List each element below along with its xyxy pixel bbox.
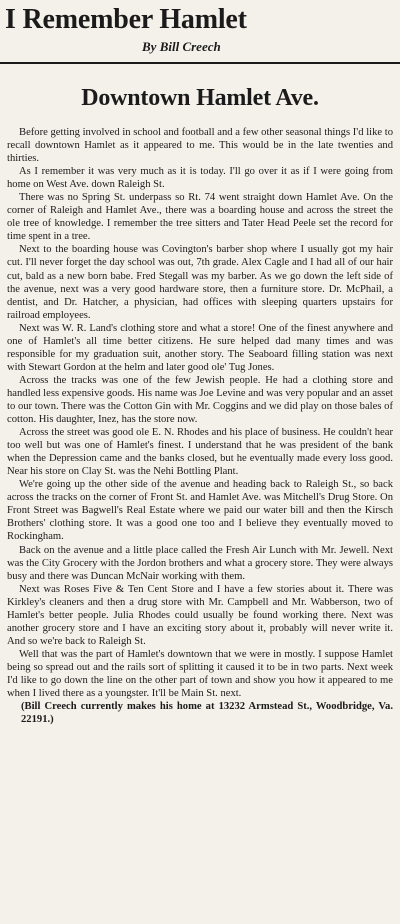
column-header — [0, 0, 400, 64]
article-body — [7, 126, 393, 726]
article-paragraph: As I remember it was very much as it is today. I'll go over it as if I were going from home on West Ave. down Raleigh St. — [7, 166, 393, 191]
article-headline: Downtown Hamlet Ave. — [81, 85, 319, 111]
byline: By Bill Creech — [142, 39, 221, 54]
article-paragraph: Back on the avenue and a little place called the Fresh Air Lunch with Mr. Jewell. Next was the City Grocery with the Jordon brothers and what a grocery store. They were always busy and there was Duncan McNair working with them. — [7, 544, 393, 582]
article-paragraph: Next was W. R. Land's clothing store and what a store! One of the finest anywhere and one of Hamlet's all time better citizens. He sure helped dad many times and was responsible for my graduation suit, another story. The Seaboard filling station was next with Stewart Gordon at the helm and later good ole' Tug Jones. — [7, 322, 393, 373]
article-paragraph: Next to the boarding house was Covington's barber shop where I usually got my hair cut. I'll never forget the day school was out, 7th grade. Alex Cagle and I had all of our hair cut, bald as a new born babe. Fred Stegall was my barber. As we go down the left side of the avenue, next was a very good hardware store, then a furniture store. Dr. McPhail, a dentist, and Dr. Hatcher, a physician, had offices with sleeping quarters upstairs for railroad employees. — [7, 244, 393, 321]
column-title: I Remember Hamlet — [5, 4, 247, 35]
article-paragraph: Before getting involved in school and football and a few other seasonal things I'd like to recall downtown Hamlet as it appeared to me. This would be in the late twenties and thirties. — [7, 127, 393, 165]
article-paragraph: Across the tracks was one of the few Jewish people. He had a clothing store and handled less expensive goods. His name was Joe Levine and was very popular and an asset to our town. There was the Cotton Gin with Mr. Coggins and we did play on those bales of cotton. His daughter, Inez, has the store now. — [7, 374, 393, 426]
author-note: (Bill Creech currently makes his home at 13232 Armstead St., Woodbridge, Va. 22191.) — [21, 701, 393, 726]
article-paragraph: We're going up the other side of the avenue and heading back to Raleigh St., so back across the tracks on the corner of Front St. and Hamlet Ave. was Mitchell's Drug Store. On Front Street was Bagwell's Real Estate where we paid our water bill and then the Kirsch Brothers' clothing store. It was a good one too and I believe they eventually moved to Rockingham. — [7, 479, 393, 543]
article-paragraph: Well that was the part of Hamlet's downtown that we were in mostly. I suppose Hamlet being so spread out and the rails sort of splitting it caused it to be in two parts. Next week I'd like to go down the line on the other part of town and show you how it appeared to me when I lived there as a youngster. It'll be Main St. next. — [7, 648, 393, 700]
article-paragraph: Next was Roses Five & Ten Cent Store and I have a few stories about it. There was Kirkley's cleaners and then a drug store with Mr. Campbell and Mr. Wabberson, two of Hamlet's better people. Julia Rhodes could usually be found working there. Next was another grocery store and I have an exciting story about it, probably will never write it. And so we're back to Raleigh St. — [7, 583, 393, 647]
article-paragraph: There was no Spring St. underpass so Rt. 74 went straight down Hamlet Ave. On the corner of Raleigh and Hamlet Ave., there was a boarding house and across the street the ole tree of knowledge. I remember the tree sitters and Tater Head Peele set the record for time spent in a tree. — [7, 192, 393, 243]
article-paragraph: Across the street was good ole E. N. Rhodes and his place of business. He couldn't hear too well but was one of Hamlet's finest. I understand that he was president of the bank when the Depression came and the banks closed, but he eventually made every loss good. Near his store on Clay St. was the Nehi Bottling Plant. — [7, 427, 393, 478]
